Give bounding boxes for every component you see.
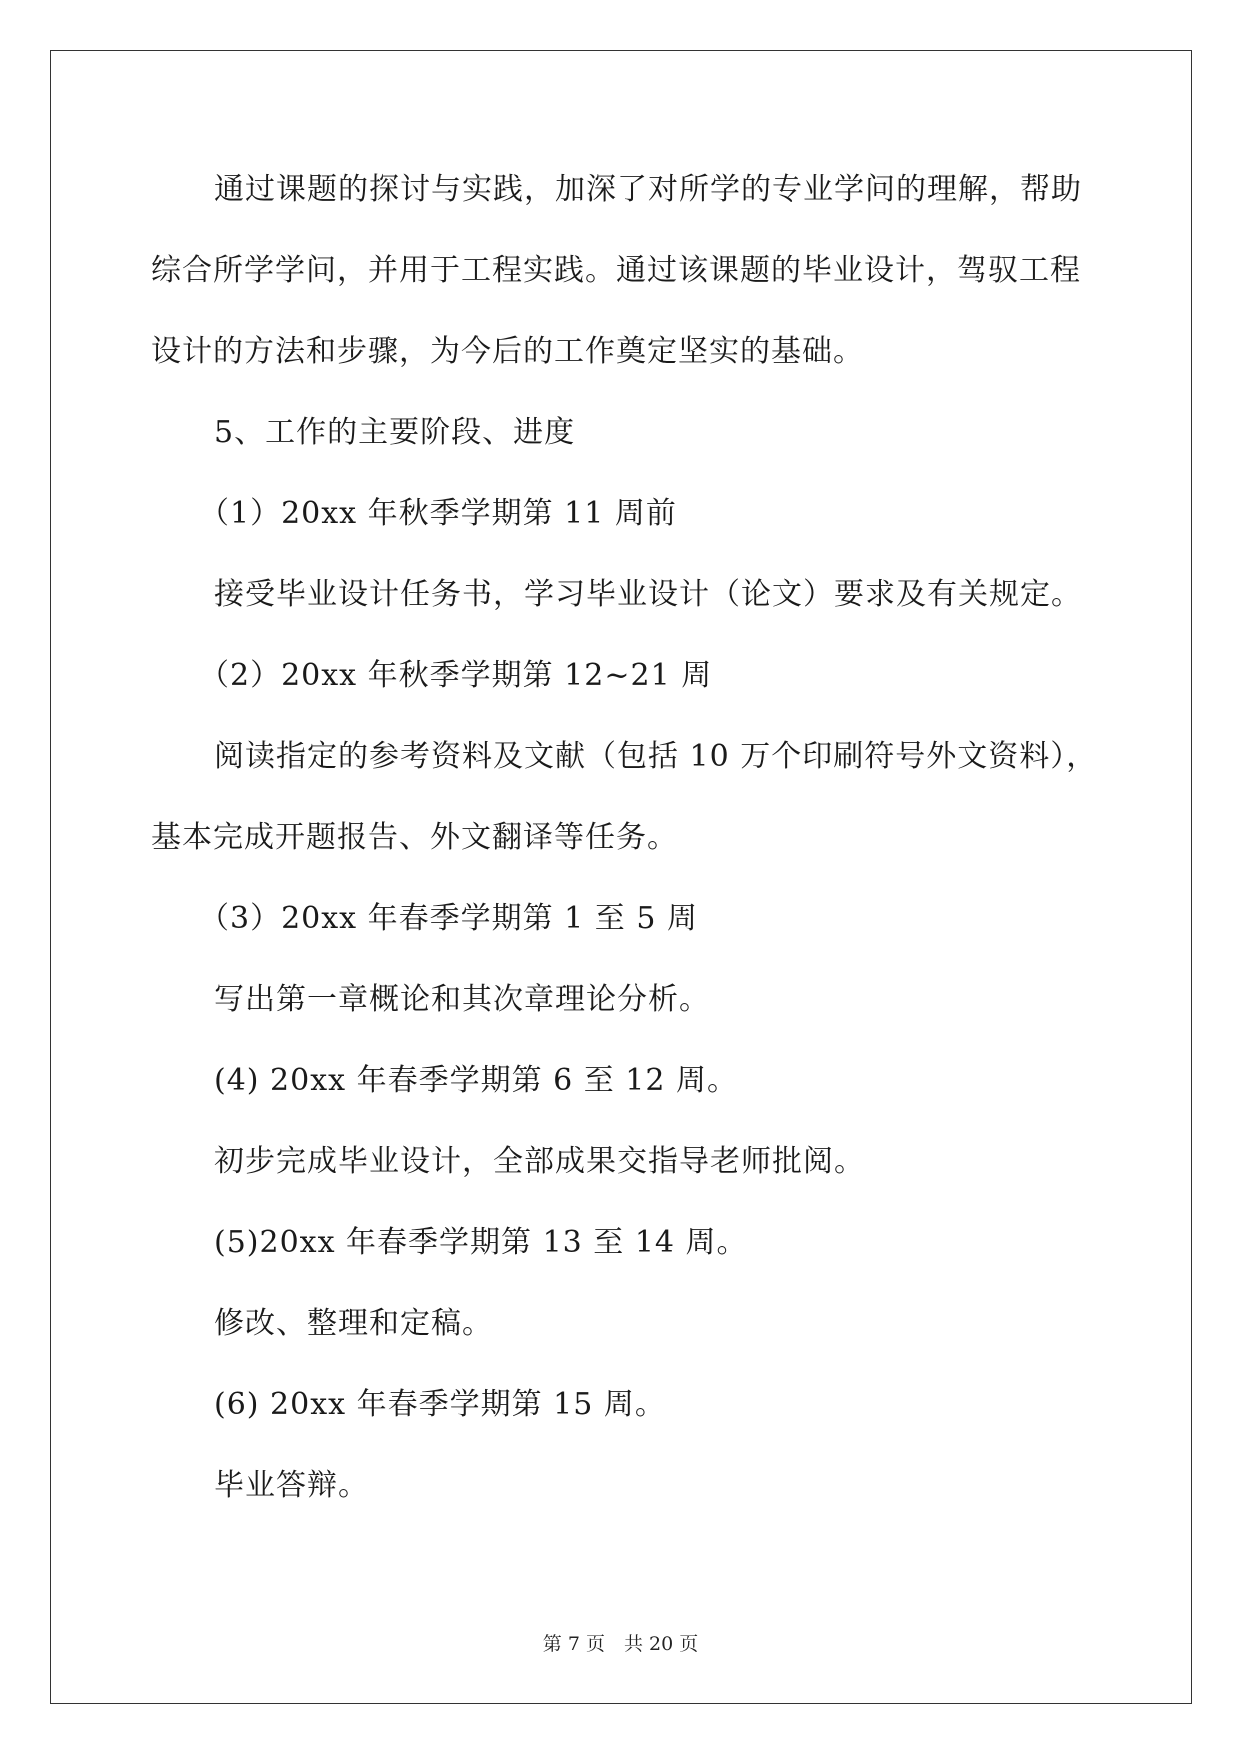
- page-border: [50, 50, 1192, 1704]
- paragraph-line: 基本完成开题报告、外文翻译等任务。: [151, 820, 678, 855]
- stage-heading: (5)20xx 年春季学期第 13 至 14 周。: [214, 1225, 748, 1260]
- page-number-footer: 第 7 页 共 20 页: [542, 1633, 699, 1655]
- paragraph-line: 修改、整理和定稿。: [214, 1306, 493, 1341]
- paragraph-line: 接受毕业设计任务书，学习毕业设计（论文）要求及有关规定。: [214, 577, 1082, 612]
- paragraph-line: 毕业答辩。: [214, 1468, 369, 1503]
- section-heading: 5、工作的主要阶段、进度: [214, 415, 576, 450]
- paragraph-line: 阅读指定的参考资料及文献（包括 10 万个印刷符号外文资料），: [214, 739, 1098, 774]
- stage-heading: （2）20xx 年秋季学期第 12~21 周: [199, 658, 713, 693]
- paragraph-line: 通过课题的探讨与实践，加深了对所学的专业学问的理解，帮助: [214, 172, 1082, 207]
- paragraph-line: 写出第一章概论和其次章理论分析。: [214, 982, 710, 1017]
- paragraph-line: 综合所学学问，并用于工程实践。通过该课题的毕业设计，驾驭工程: [151, 253, 1081, 288]
- stage-heading: (6) 20xx 年春季学期第 15 周。: [214, 1387, 666, 1422]
- paragraph-line: 初步完成毕业设计，全部成果交指导老师批阅。: [214, 1144, 865, 1179]
- stage-heading: （1）20xx 年秋季学期第 11 周前: [199, 496, 677, 531]
- stage-heading: （3）20xx 年春季学期第 1 至 5 周: [199, 901, 698, 936]
- stage-heading: (4) 20xx 年春季学期第 6 至 12 周。: [214, 1063, 738, 1098]
- paragraph-line: 设计的方法和步骤，为今后的工作奠定坚实的基础。: [151, 334, 864, 369]
